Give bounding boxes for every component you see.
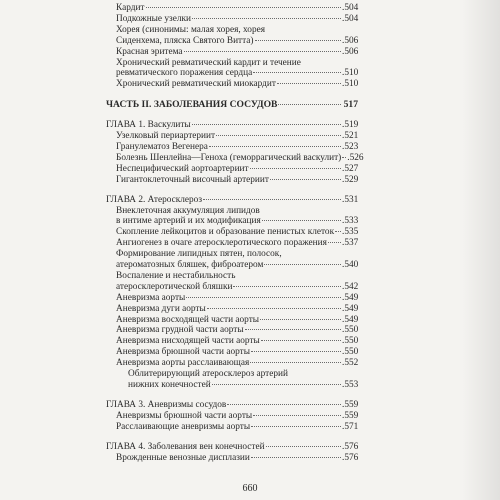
toc-entry [106,227,358,238]
toc-entry [106,25,358,36]
dot-leader [270,179,341,180]
toc-entry-title: Хронический ревматический миокардит [116,79,276,90]
toc-entry-page: .519 [342,120,359,131]
toc-entry-title: Аневризма дуги аорты [116,303,206,314]
toc-entry-page: .531 [342,194,359,205]
toc-entry [106,206,358,217]
dot-leader [227,404,341,405]
toc-entry-title: Узелковый периартериит [116,131,216,142]
toc-entry [106,249,358,260]
toc-entry-title: Врожденные венозные дисплазии [116,452,250,463]
toc-entry-title: ЧАСТЬ II. ЗАБОЛЕВАНИЯ СОСУДОВ [106,99,278,111]
toc-entry [106,47,358,58]
toc-entry-page: .506 [342,46,359,57]
toc-entry-title: Формирование липидных пятен, полосок, [116,249,282,260]
toc-chapter-heading [106,195,358,206]
toc-entry-page: .576 [342,452,359,463]
dot-leader [264,264,341,265]
toc-chapter-heading [106,120,358,131]
dot-leader [245,329,341,330]
toc-entry-title: Скопление лейкоцитов и образование пенистых клеток [116,227,335,238]
toc-entry-title: Красная эритема [116,46,183,57]
toc-entry-title: Хорея (синонимы: малая хорея, хорея [116,24,265,35]
toc-entry [106,369,358,380]
dot-leader [260,319,341,320]
toc-entry [106,336,358,347]
toc-entry-title: Гранулематоз Вегенера [116,141,208,152]
toc-entry [106,358,358,369]
toc-entry-page: .540 [342,260,359,271]
toc-entry-page: .526 [347,152,364,163]
toc-entry [106,3,358,14]
dot-leader [250,362,341,363]
toc-entry [106,142,358,153]
toc-entry-page: .537 [342,238,359,249]
dot-leader [216,135,341,136]
toc-chapter-heading [106,442,358,453]
toc-entry-title: атероматозных бляшек, фиброатером [116,260,264,271]
toc-entry [106,304,358,315]
toc-entry [106,58,358,69]
toc-chapter-heading [106,400,358,411]
toc-entry-page: .521 [342,131,359,142]
toc-entry [106,131,358,142]
toc-entry-page: .510 [342,68,359,79]
toc-entry-title: Неспецифический аортоартериит [116,163,249,174]
dot-leader [203,199,341,200]
toc-entry-title: ГЛАВА 1. Васкулиты [106,120,191,131]
dot-leader [192,124,341,125]
toc-entry-title: Воспаление и нестабильность [116,270,236,281]
toc-entry-title: ГЛАВА 4. Заболевания вен конечностей [106,441,265,452]
toc-entry-title: Кардит [116,3,145,13]
toc-entry [106,152,364,164]
dot-leader [209,146,341,147]
toc-entry-title: Гигантоклеточный височный артериит [116,174,269,185]
toc-entry-title: Сиденхема, пляска Святого Витта) [116,35,254,46]
toc-entry [106,36,358,47]
toc-entry [106,315,358,326]
toc-entry-title: Аневризма нисходящей части аорты [116,336,260,347]
toc-entry-page: .523 [342,141,359,152]
toc-entry-page: .527 [342,163,359,174]
dot-leader [277,83,341,84]
toc-entry-page: .504 [342,13,359,24]
toc-entry-page: .550 [342,325,359,336]
toc-entry-title: Аневризмы брюшной части аорты [116,410,253,421]
toc-entry-title: Болезнь Шенлейна—Геноха (геморрагический васкулит) [116,152,342,163]
toc-entry-page: .529 [342,174,359,185]
toc-entry-page: .549 [342,292,359,303]
toc-entry-page: .559 [342,399,359,410]
toc-entry-page: .550 [342,336,359,347]
toc-entry [106,282,358,293]
dot-leader [251,457,341,458]
dot-leader [266,446,341,447]
dot-leader [207,308,341,309]
toc-entry-title: Хронический ревматический кардит и течение [116,57,301,68]
toc-entry-title: нижних конечностей [128,380,211,390]
dot-leader [233,286,341,287]
toc-entry-page: .559 [342,410,359,421]
dot-leader [342,157,346,158]
toc-entry-title: атеросклеротической бляшки [116,281,233,292]
toc-entry-page: .504 [342,3,359,13]
toc-entry-page: .510 [342,79,359,90]
toc-entry-page: .535 [342,227,359,238]
toc-entry [106,411,358,422]
toc-entry [106,260,358,271]
dot-leader [328,242,341,243]
toc-entry-page: .542 [342,281,359,292]
dot-leader [192,18,341,19]
toc-entry-page: .549 [342,303,359,314]
toc-entry [106,293,358,304]
toc-entry-page: 517 [343,99,358,111]
dot-leader [251,426,341,427]
toc-entry-title: Аневризма аорты [116,292,186,303]
toc-entry-title: Внеклеточная аккумуляция липидов [116,205,260,216]
dot-leader [261,340,341,341]
dot-leader [253,415,341,416]
toc-entry [106,347,358,358]
toc-entry [106,380,358,391]
toc-entry-page: .553 [342,380,359,390]
toc-entry [106,79,358,90]
dot-leader [186,297,341,298]
toc-entry-title: Аневризма грудной части аорты [116,325,244,336]
toc-entry [106,216,358,227]
toc-entry-title: ГЛАВА 3. Аневризмы сосудов [106,399,227,410]
toc-entry-title: ревматического поражения сердца [116,68,253,79]
toc-entry [106,164,358,175]
toc-entry-page: .550 [342,347,359,358]
toc-entry [106,238,358,249]
toc-entry [106,175,358,186]
toc-entry [106,271,358,282]
toc-entry [106,422,358,433]
toc-entry [106,14,358,25]
toc-part-heading [106,100,358,111]
toc-entry-title: Ангиогенез в очаге атеросклеротического поражения [116,238,327,249]
toc-entry-title: Расслаивающие аневризмы аорты [116,421,251,432]
table-of-contents [106,3,364,463]
toc-entry [106,325,358,336]
page-edge-shadow [462,0,500,500]
toc-entry [106,68,358,79]
dot-leader [250,168,341,169]
toc-entry-title: в интиме артерий и их модификация [116,216,261,227]
dot-leader [335,231,341,232]
toc-entry-title: Облитерирующий атеросклероз артерий [128,369,288,380]
toc-entry-page: .506 [342,35,359,46]
dot-leader [212,384,341,385]
dot-leader [253,72,341,73]
toc-entry-title: Аневризма брюшной части аорты [116,347,250,358]
toc-entry-page: .571 [342,421,359,432]
toc-entry-page: .533 [342,216,359,227]
dot-leader [251,351,341,352]
page-number: 660 [242,483,258,494]
toc-entry-title: Аневризма аорты расслаивающая [116,358,250,369]
toc-entry-title: Подкожные узелки [116,13,191,24]
toc-entry [106,453,358,464]
dot-leader [184,51,341,52]
dot-leader [146,7,342,8]
dot-leader [262,220,341,221]
dot-leader [255,40,341,41]
toc-entry-page: .576 [342,441,359,452]
toc-entry-page: .552 [342,358,359,369]
dot-leader [278,104,341,105]
toc-entry-title: Аневризма восходящей части аорты [116,314,260,325]
toc-entry-title: ГЛАВА 2. Атеросклероз [106,194,202,205]
toc-entry-page: .549 [342,314,359,325]
